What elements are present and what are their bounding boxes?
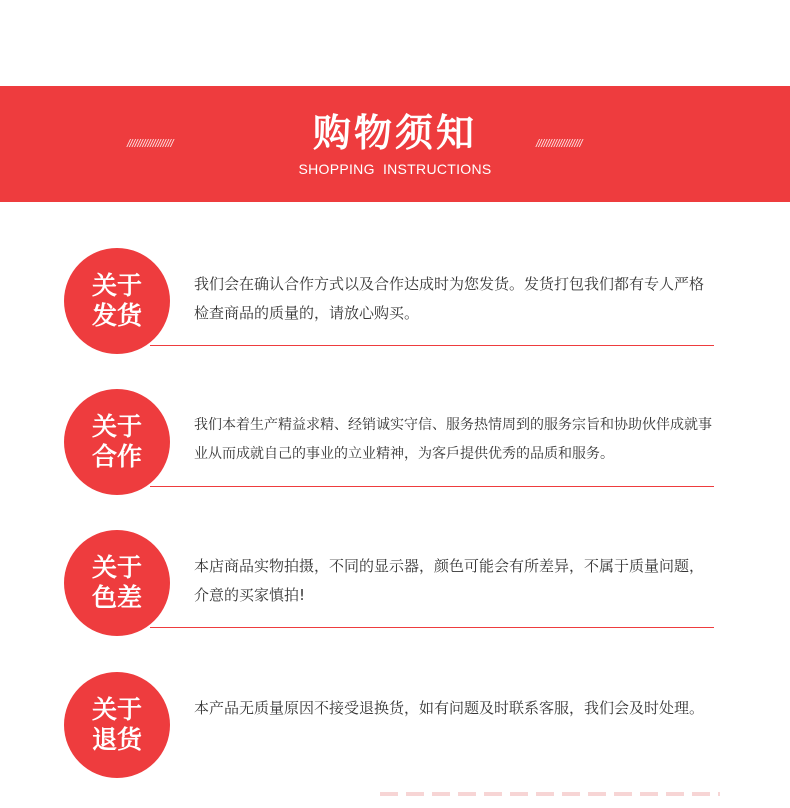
badge-line2: 退货 <box>91 725 142 754</box>
section-text: 我们本着生产精益求精、经销诚实守信、服务热情周到的服务宗旨和协助伙伴成就事业从而成就自己的事业的立业精神，为客戶提供优秀的品质和服务。 <box>194 417 712 462</box>
cropped-footer-decor <box>380 792 720 796</box>
decor-slashes-left: ////////////////// <box>127 138 174 150</box>
badge-line2: 发货 <box>91 301 142 330</box>
section-cooperation <box>0 389 790 519</box>
page-subtitle: SHOPPING INSTRUCTIONS <box>298 161 492 177</box>
section-divider <box>150 345 714 346</box>
section-text: 本产品无质量原因不接受退换货，如有问题及时联系客服，我们会及时处理。 <box>194 699 705 717</box>
header-banner <box>0 86 790 202</box>
badge-line1: 关于 <box>91 412 142 441</box>
section-text: 我们会在确认合作方式以及合作达成时为您发货。发货打包我们都有专人严格检查商品的质量的，请放心购买。 <box>194 275 705 322</box>
section-divider <box>150 627 714 628</box>
section-color-difference <box>0 530 790 660</box>
section-returns <box>0 672 790 802</box>
section-badge <box>64 530 170 636</box>
section-text: 本店商品实物拍摄，不同的显示器，颜色可能会有所差异，不属于质量问题，介意的买家慎拍! <box>194 557 705 604</box>
badge-line1: 关于 <box>91 553 142 582</box>
section-badge <box>64 672 170 778</box>
section-badge <box>64 248 170 354</box>
badge-line1: 关于 <box>91 695 142 724</box>
section-badge <box>64 389 170 495</box>
section-divider <box>150 486 714 487</box>
badge-line1: 关于 <box>91 271 142 300</box>
badge-line2: 色差 <box>91 583 142 612</box>
page-title: 购物须知 <box>312 111 477 155</box>
decor-slashes-right: ////////////////// <box>536 138 583 150</box>
badge-line2: 合作 <box>91 442 142 471</box>
section-shipping <box>0 248 790 378</box>
